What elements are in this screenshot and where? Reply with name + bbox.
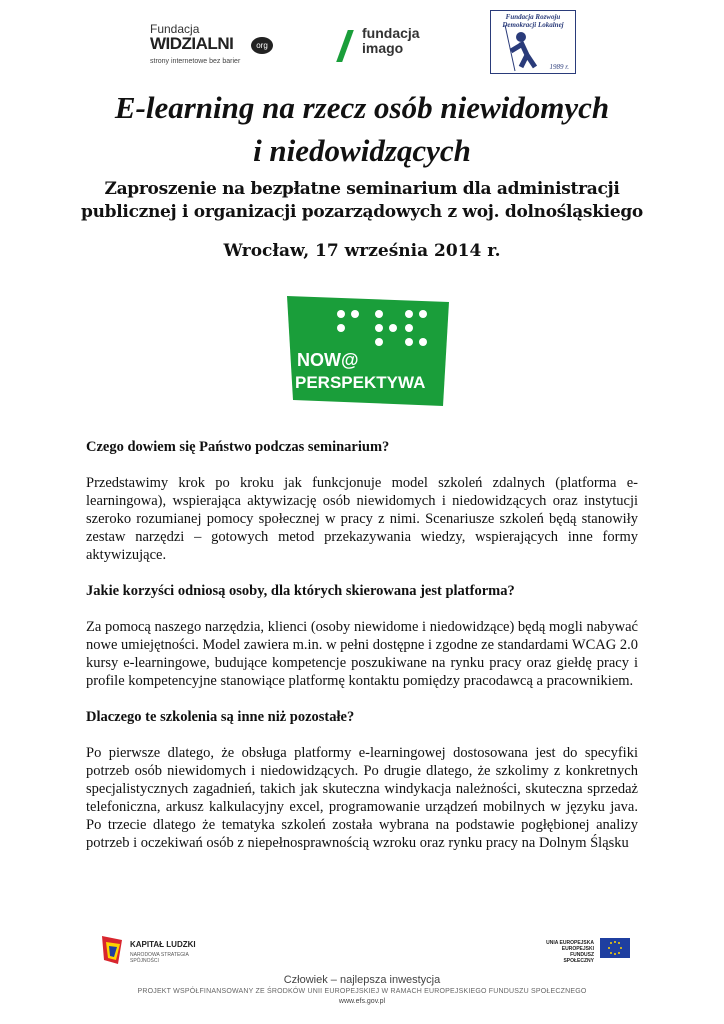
nowa-logo-line2: PERSPEKTYWA: [295, 373, 426, 392]
section-body: Przedstawimy krok po kroku jak funkcjonuje model szkoleń zdalnych (platforma e-learningowa), wspierająca aktywizację osób niewidomych i niedowidzących oraz instytucji szeroko rozumianej pomocy społecznej w pracy z nimi. Scenariusze szkoleń będą stanowiły zestaw narzędzi – gotowych metod przekazywania wiedzy, wspierających inne formy aktywizujące.: [86, 475, 638, 563]
section-heading: Czego dowiem się Państwo podczas seminarium?: [86, 439, 390, 455]
widzialni-logo-line2: WIDZIALNI: [150, 34, 234, 53]
page-title-line2: i niedowidzących: [253, 133, 471, 168]
section-body: Za pomocą naszego narzędzia, klienci (osoby niewidome i niedowidzące) będą mogli nabywać nowe umiejętności. Model zawiera m.in. w pełni dostępne i zgodne ze standardami WCAG 2.0 kursy e-learningowe, budujące kompetencje poszukiwane na rynku pracy oraz giełdę pracy i profile kompetencyjne stanowiące platformę kontaktu pomiędzy pracodawcą a pracownikiem.: [86, 619, 638, 689]
footer: [0, 930, 724, 1024]
section-heading: Jakie korzyści odniosą osoby, dla których skierowana jest platforma?: [86, 583, 515, 599]
page-title-line1: E-learning na rzecz osób niewidomych: [114, 90, 610, 125]
kapital-ludzki-title: KAPITAŁ LUDZKI: [130, 940, 196, 949]
kapital-ludzki-logo: [100, 930, 210, 970]
imago-slash-icon: [336, 30, 354, 62]
eu-logo: [540, 938, 630, 964]
kapital-ludzki-subtitle: NARODOWA STRATEGIA SPÓJNOŚCI: [130, 952, 189, 964]
footer-website-link[interactable]: www.efs.gov.pl: [338, 998, 386, 1005]
section-body: Po pierwsze dlatego, że obsługa platformy e-learningowej dostosowana jest do specyfiki potrzeb osób niewidomych i niedowidzących. Po drugie dlatego, że szkolimy z konkretnych specjalistycznych zagadnień, takich jak skuteczna windykacja należności, skuteczna sprzedaż telefoniczna, arkusz kalkulacyjny excel, programowanie urządzeń mobilnych w języku java. Po trzecie dlatego że tematyka szkoleń została wybrana na podstawie pogłębionej analizy potrzeb i oczekiwań osób z niepełnosprawnością wzroku oraz rynku pracy na Dolnym Śląsku: [86, 745, 638, 851]
imago-logo: [340, 26, 440, 70]
page-subtitle-line1: Zaproszenie na bezpłatne seminarium dla administracji: [104, 179, 620, 199]
widzialni-logo-line1: Fundacja: [150, 22, 200, 36]
frdl-logo-year: 1989 r.: [549, 63, 569, 71]
kapital-ludzki-icon: [100, 932, 126, 966]
main-content: [86, 438, 638, 870]
imago-logo-line2: imago: [362, 40, 404, 56]
eu-logo-text: [540, 940, 594, 964]
footer-project-note: PROJEKT WSPÓŁFINANSOWANY ZE ŚRODKÓW UNII EUROPEJSKIEJ W RAMACH EUROPEJSKIEGO FUNDUSZU SPOŁECZNEGO: [137, 988, 587, 995]
eu-flag-icon: [600, 938, 630, 958]
eu-logo-line3: FUNDUSZ SPOŁECZNY: [563, 952, 594, 964]
section-heading: Dlaczego te szkolenia są inne niż pozostałe?: [86, 709, 355, 725]
page-title: [0, 86, 724, 172]
footer-slogan: Człowiek – najlepsza inwestycja: [283, 974, 441, 986]
frdl-logo-text: Fundacja Rozwoju Demokracji Lokalnej: [502, 13, 564, 29]
page-subtitle-line2: publicznej i organizacji pozarządowych z woj. dolnośląskiego: [81, 202, 643, 222]
widzialni-org-badge: org: [251, 37, 273, 54]
widzialni-logo: [150, 22, 280, 74]
nowa-logo-line1: NOW@: [297, 350, 359, 370]
page-subtitle: [0, 178, 724, 224]
place-date: Wrocław, 17 września 2014 r.: [223, 241, 501, 261]
widzialni-logo-tagline: strony internetowe bez barier: [150, 58, 241, 65]
header-logos: [0, 13, 724, 78]
eu-logo-line1: UNIA EUROPEJSKA: [546, 940, 594, 946]
imago-logo-line1: fundacja: [362, 25, 420, 41]
nowa-perspektywa-logo: [287, 296, 449, 406]
imago-logo-text: [362, 26, 420, 56]
frdl-logo: [490, 10, 576, 74]
eu-logo-line2: EUROPEJSKI: [561, 946, 594, 952]
